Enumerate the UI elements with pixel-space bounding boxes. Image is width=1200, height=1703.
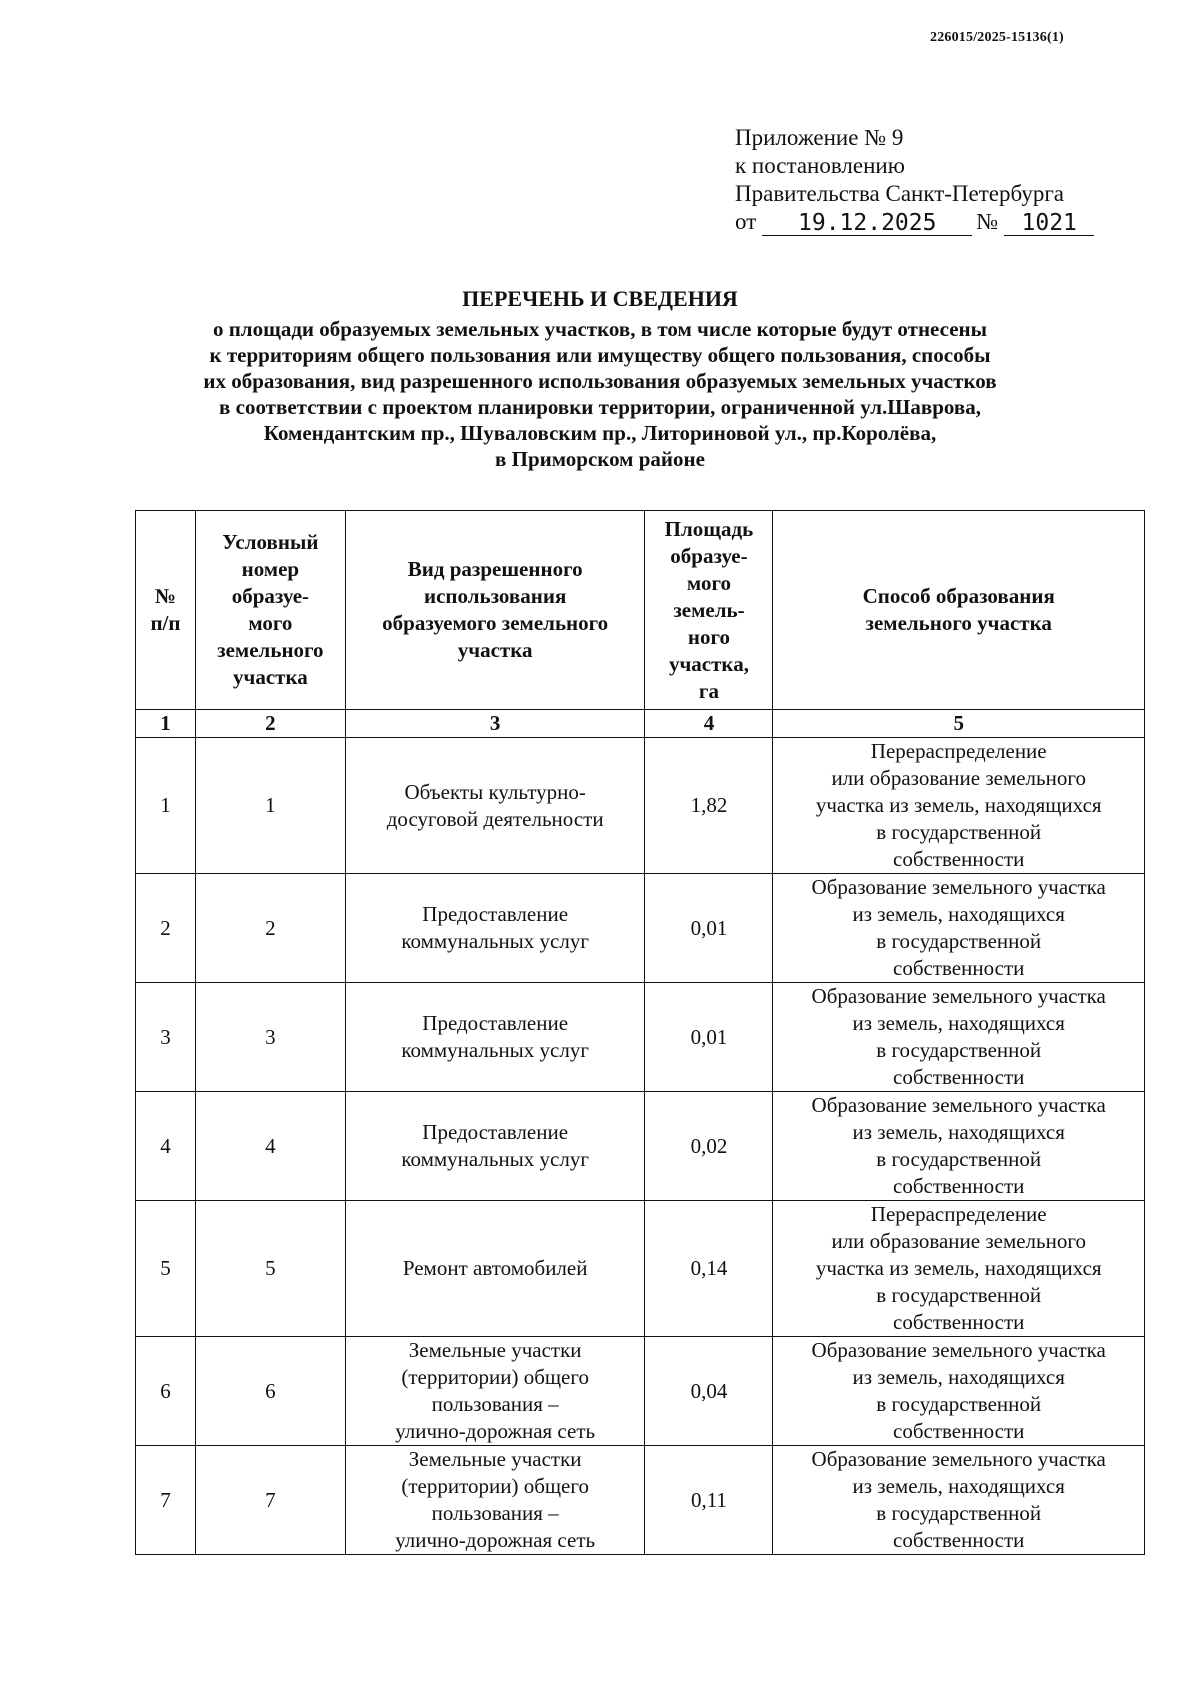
- table-row: [136, 1092, 1145, 1201]
- formation-method-cell-line: собственности: [893, 956, 1025, 980]
- formation-method-cell: [773, 983, 1145, 1092]
- header-line: участка,: [668, 651, 749, 676]
- formation-method-cell-line: Перераспределение: [870, 1202, 1047, 1226]
- permitted-use-cell: [345, 1446, 645, 1555]
- formation-method-cell-line: участка из земель, находящихся: [815, 1256, 1102, 1280]
- header-line: земель-: [673, 597, 745, 622]
- appendix-line-2: к постановлению: [735, 153, 905, 178]
- appendix-line-3: Правительства Санкт-Петербурга: [735, 181, 1064, 206]
- permitted-use-cell-line: улично-дорожная сеть: [395, 1419, 596, 1443]
- permitted-use-cell-line: Земельные участки: [408, 1338, 582, 1362]
- column-number: 3: [345, 710, 645, 738]
- header-plot-code: [195, 511, 345, 710]
- title-line: в соответствии с проектом планировки территории, ограниченной ул.Шаврова,: [219, 395, 981, 419]
- formation-method-cell: [773, 1337, 1145, 1446]
- formation-method-cell-line: в государственной: [876, 1038, 1042, 1062]
- row-number-cell: 3: [136, 983, 196, 1092]
- permitted-use-cell-line: коммунальных услуг: [401, 1038, 589, 1062]
- formation-method-cell: [773, 738, 1145, 874]
- permitted-use-cell-line: пользования –: [431, 1392, 559, 1416]
- formation-method-cell-line: в государственной: [876, 1147, 1042, 1171]
- header-number: [136, 511, 196, 710]
- appendix-date-line: [735, 208, 1094, 236]
- permitted-use-cell-line: коммунальных услуг: [401, 1147, 589, 1171]
- permitted-use-cell-line: Предоставление: [422, 902, 569, 926]
- permitted-use-cell-line: Предоставление: [422, 1120, 569, 1144]
- appendix-line-1: Приложение № 9: [735, 125, 904, 150]
- formation-method-cell-line: Образование земельного участка: [811, 1338, 1106, 1362]
- formation-method-cell-line: участка из земель, находящихся: [815, 793, 1102, 817]
- formation-method-cell-line: из земель, находящихся: [852, 1474, 1065, 1498]
- document-number: 226015/2025-15136(1): [930, 30, 1064, 45]
- formation-method-cell: [773, 1201, 1145, 1337]
- header-line: №: [154, 584, 177, 608]
- formation-method-cell-line: в государственной: [876, 929, 1042, 953]
- formation-method-cell-line: Образование земельного участка: [811, 875, 1106, 899]
- table-row: [136, 1446, 1145, 1555]
- permitted-use-cell: [345, 983, 645, 1092]
- permitted-use-cell-line: улично-дорожная сеть: [395, 1528, 596, 1552]
- formation-method-cell-line: из земель, находящихся: [852, 1011, 1065, 1035]
- formation-method-cell-line: из земель, находящихся: [852, 902, 1065, 926]
- permitted-use-cell-line: пользования –: [431, 1501, 559, 1525]
- formation-method-cell-line: Перераспределение: [870, 739, 1047, 763]
- area-cell: 0,01: [645, 983, 773, 1092]
- area-cell: 0,14: [645, 1201, 773, 1337]
- permitted-use-cell: [345, 874, 645, 983]
- formation-method-cell-line: из земель, находящихся: [852, 1120, 1065, 1144]
- appendix-block: [735, 124, 1094, 236]
- header-line: Условный: [222, 530, 319, 554]
- date-prefix: от: [735, 209, 757, 234]
- table-row: [136, 1337, 1145, 1446]
- number-prefix: №: [976, 209, 999, 234]
- header-permitted-use: [345, 511, 645, 710]
- permitted-use-cell-line: (территории) общего: [401, 1474, 589, 1498]
- header-line: Способ образования: [862, 584, 1055, 608]
- formation-method-cell-line: Образование земельного участка: [811, 984, 1106, 1008]
- formation-method-cell-line: в государственной: [876, 1501, 1042, 1525]
- column-numbers-row: [136, 710, 1145, 738]
- table-header-row: [136, 511, 1145, 710]
- header-line: Площадь: [664, 516, 754, 541]
- header-line: мого: [686, 570, 731, 595]
- area-cell: 1,82: [645, 738, 773, 874]
- permitted-use-cell: [345, 1337, 645, 1446]
- document-title: [150, 286, 1050, 472]
- formation-method-cell: [773, 1092, 1145, 1201]
- column-number: 1: [136, 710, 196, 738]
- plot-code-cell: 6: [195, 1337, 345, 1446]
- land-plots-table: [135, 510, 1145, 1555]
- row-number-cell: 6: [136, 1337, 196, 1446]
- formation-method-cell-line: в государственной: [876, 820, 1042, 844]
- header-line: земельного: [217, 638, 324, 662]
- plot-code-cell: 4: [195, 1092, 345, 1201]
- plot-code-cell: 1: [195, 738, 345, 874]
- column-number: 5: [773, 710, 1145, 738]
- permitted-use-cell: [345, 1201, 645, 1337]
- formation-method-cell-line: в государственной: [876, 1392, 1042, 1416]
- title-line: в Приморском районе: [495, 447, 705, 471]
- formation-method-cell-line: собственности: [893, 847, 1025, 871]
- header-line: земельного участка: [865, 611, 1052, 635]
- header-area: [645, 511, 773, 710]
- table-row: [136, 983, 1145, 1092]
- title-heading: ПЕРЕЧЕНЬ И СВЕДЕНИЯ: [462, 286, 738, 311]
- formation-method-cell-line: собственности: [893, 1065, 1025, 1089]
- table-row: [136, 738, 1145, 874]
- formation-method-cell-line: или образование земельного: [831, 766, 1086, 790]
- formation-method-cell: [773, 1446, 1145, 1555]
- permitted-use-cell-line: коммунальных услуг: [401, 929, 589, 953]
- header-line: участка: [232, 665, 308, 689]
- resolution-number: 1021: [1004, 211, 1094, 236]
- row-number-cell: 7: [136, 1446, 196, 1555]
- plot-code-cell: 5: [195, 1201, 345, 1337]
- header-line: участка: [457, 638, 533, 662]
- table-body: [136, 738, 1145, 1555]
- table-row: [136, 874, 1145, 983]
- permitted-use-cell-line: Предоставление: [422, 1011, 569, 1035]
- formation-method-cell-line: собственности: [893, 1419, 1025, 1443]
- header-line: образуемого земельного: [382, 611, 609, 635]
- plot-code-cell: 7: [195, 1446, 345, 1555]
- permitted-use-cell-line: (территории) общего: [401, 1365, 589, 1389]
- row-number-cell: 2: [136, 874, 196, 983]
- formation-method-cell-line: или образование земельного: [831, 1229, 1086, 1253]
- header-line: образуе-: [670, 543, 748, 568]
- title-line: их образования, вид разрешенного использования образуемых земельных участков: [203, 369, 997, 393]
- permitted-use-cell-line: Объекты культурно-: [404, 779, 586, 804]
- row-number-cell: 4: [136, 1092, 196, 1201]
- permitted-use-cell-line: Ремонт автомобилей: [402, 1256, 588, 1280]
- header-line: номер: [241, 557, 300, 581]
- formation-method-cell-line: собственности: [893, 1310, 1025, 1334]
- formation-method-cell-line: собственности: [893, 1528, 1025, 1552]
- formation-method-cell-line: в государственной: [876, 1283, 1042, 1307]
- plot-code-cell: 3: [195, 983, 345, 1092]
- area-cell: 0,01: [645, 874, 773, 983]
- title-line: о площади образуемых земельных участков, в том числе которые будут отнесены: [212, 317, 988, 341]
- header-formation-method: [773, 511, 1145, 710]
- column-number: 2: [195, 710, 345, 738]
- resolution-date: 19.12.2025: [762, 211, 972, 236]
- row-number-cell: 1: [136, 738, 196, 874]
- area-cell: 0,04: [645, 1337, 773, 1446]
- formation-method-cell-line: из земель, находящихся: [852, 1365, 1065, 1389]
- header-line: использования: [423, 584, 567, 608]
- formation-method-cell-line: Образование земельного участка: [811, 1447, 1106, 1471]
- area-cell: 0,11: [645, 1446, 773, 1555]
- permitted-use-cell: [345, 1092, 645, 1201]
- title-line: к территориям общего пользования или имуществу общего пользования, способы: [209, 343, 991, 367]
- header-line: мого: [248, 611, 293, 635]
- row-number-cell: 5: [136, 1201, 196, 1337]
- header-line: Вид разрешенного: [407, 557, 583, 581]
- table-row: [136, 1201, 1145, 1337]
- header-line: ного: [687, 624, 730, 649]
- permitted-use-cell-line: Земельные участки: [408, 1447, 582, 1471]
- formation-method-cell-line: собственности: [893, 1174, 1025, 1198]
- title-line: Комендантским пр., Шуваловским пр., Литориновой ул., пр.Королёва,: [263, 421, 937, 445]
- column-number: 4: [645, 710, 773, 738]
- header-line: образуе-: [231, 584, 310, 608]
- permitted-use-cell: [345, 738, 645, 874]
- formation-method-cell: [773, 874, 1145, 983]
- plot-code-cell: 2: [195, 874, 345, 983]
- formation-method-cell-line: Образование земельного участка: [811, 1093, 1106, 1117]
- permitted-use-cell-line: досуговой деятельности: [386, 806, 604, 831]
- header-line: п/п: [150, 611, 181, 635]
- header-line: га: [698, 678, 719, 703]
- area-cell: 0,02: [645, 1092, 773, 1201]
